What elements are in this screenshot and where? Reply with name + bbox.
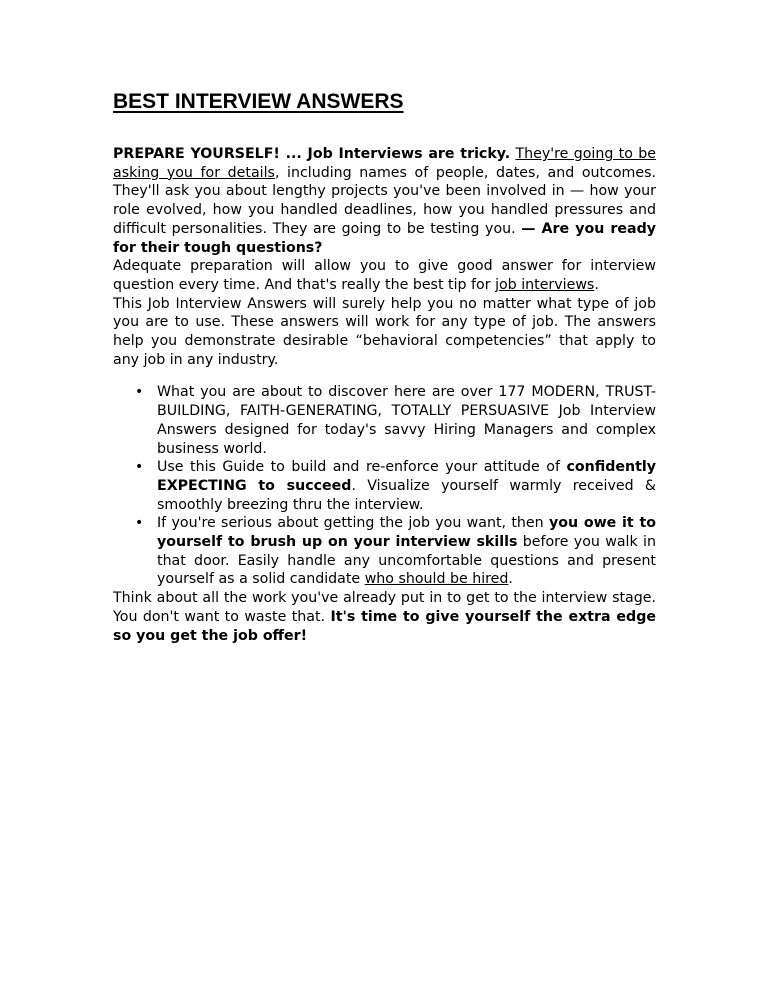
document-title: BEST INTERVIEW ANSWERS [113, 90, 404, 113]
bullet-text: . Visualize yourself warmly received & smoothly breezing thru the interview. [157, 477, 656, 513]
intro-paragraph [113, 145, 656, 369]
closing-bold-text: It's time to give yourself the extra edge so you get the job offer! [113, 608, 656, 644]
bullet-icon: • [135, 384, 144, 401]
bullet-text: Use this Guide to build and re-enforce your attitude of [157, 459, 567, 476]
intro-prep-text: Adequate preparation will allow you to give good answer for interview question every time. And that's really the best tip for [113, 258, 656, 293]
bullet-list [113, 383, 656, 589]
bullet-icon: • [135, 515, 144, 532]
intro-lead-bold: PREPARE YOURSELF! ... Job Interviews are tricky. [113, 146, 511, 162]
job-interviews-link[interactable]: job interviews [495, 276, 595, 293]
bullet-bold-text: confidently EXPECTING to succeed [157, 459, 656, 494]
intro-body-text: , including names of people, dates, and outcomes. They'll ask you about lengthy projects you've been involved in — how your role evolved, how you handled deadlines, how you handled pressures and difficult personalities. They are going to be testing you. [113, 164, 657, 237]
document-page [113, 88, 656, 645]
bullet-underlined-text: who should be hired [364, 571, 509, 588]
intro-prep-end: . [594, 276, 599, 293]
closing-text: Think about all the work you've already put in to get to the interview stage. You don't want to waste that. [113, 590, 656, 625]
intro-bold-question: — Are you ready for their tough questions? [113, 220, 657, 256]
bullet-text: What you are about to discover here are over 177 MODERN, TRUST-BUILDING, FAITH-GENERATING, TOTALLY PERSUASIVE Job Interview Answers designed for today's savvy Hiring Managers and complex business world. [157, 384, 656, 457]
bullet-bold-text: you owe it to yourself to brush up on your interview skills [157, 515, 656, 551]
list-item [135, 458, 656, 514]
closing-paragraph [113, 589, 656, 645]
bullet-icon: • [135, 459, 144, 476]
list-item [135, 383, 656, 458]
bullet-text: If you're serious about getting the job you want, then [157, 515, 549, 532]
intro-underlined-phrase: They're going to be asking you for details [113, 146, 656, 181]
intro-promise-text: This Job Interview Answers will surely help you no matter what type of job you are to use. These answers will work for any type of job. The answers help you demonstrate desirable “behavioral competencies” that apply to any job in any industry. [113, 295, 656, 368]
bullet-text: before you walk in that door. Easily handle any uncomfortable questions and present yourself as a solid candidate [157, 534, 656, 588]
list-item [135, 514, 656, 589]
bullet-text: . [508, 571, 513, 588]
